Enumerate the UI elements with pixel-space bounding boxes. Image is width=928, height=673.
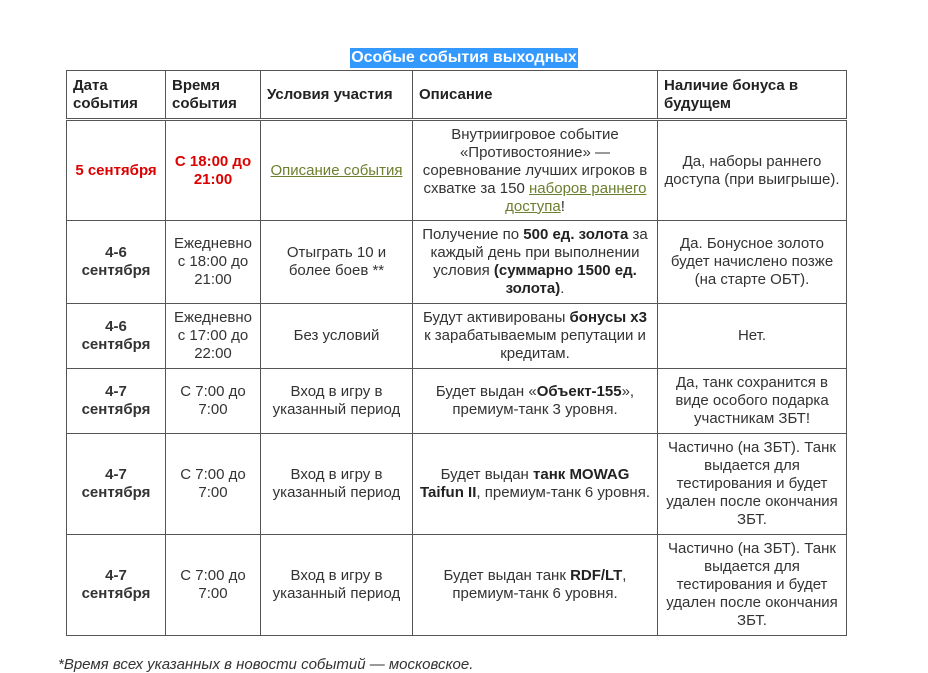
header-bonus: Наличие бонуса в будущем	[658, 71, 847, 120]
event-conditions: Вход в игру в указанный период	[261, 434, 413, 535]
event-date: 5 сентября	[67, 120, 166, 221]
description-text: , премиум-танк 6 уровня.	[452, 567, 627, 602]
event-bonus: Да. Бонусное золото будет начислено позже (на старте ОБТ).	[658, 221, 847, 304]
event-description	[413, 304, 658, 369]
description-text: Получение по	[422, 226, 524, 243]
description-bold: RDF/LT	[570, 567, 623, 584]
table-row	[67, 221, 847, 304]
event-conditions	[261, 120, 413, 221]
table-row	[67, 369, 847, 434]
event-bonus: Да, танк сохранится в виде особого подарка участникам ЗБТ!	[658, 369, 847, 434]
description-bold: Объект-155	[536, 383, 622, 400]
description-text: за каждый день при выполнении условия	[430, 226, 648, 279]
description-text: Внутриигровое событие «Противостояние» — соревнование лучших игроков в схватке за 150	[422, 125, 648, 197]
description-bold: бонусы x3	[569, 309, 647, 326]
event-date: 4-7 сентября	[67, 369, 166, 434]
event-date: 4-6 сентября	[67, 221, 166, 304]
header-conditions: Условия участия	[261, 71, 413, 120]
header-date: Дата события	[67, 71, 166, 120]
description-text: к зарабатываемым репутации и кредитам.	[424, 327, 646, 362]
event-bonus: Частично (на ЗБТ). Танк выдается для тестирования и будет удален после окончания ЗБТ.	[658, 434, 847, 535]
description-text: », премиум-танк 3 уровня.	[452, 383, 635, 418]
header-row	[67, 71, 847, 120]
event-description	[413, 535, 658, 636]
event-conditions: Без условий	[261, 304, 413, 369]
table-row	[67, 434, 847, 535]
event-conditions: Вход в игру в указанный период	[261, 535, 413, 636]
event-description	[413, 369, 658, 434]
event-description	[413, 434, 658, 535]
description-text: .	[560, 280, 565, 297]
event-time: С 7:00 до 7:00	[166, 535, 261, 636]
event-date: 4-7 сентября	[67, 535, 166, 636]
header-description: Описание	[413, 71, 658, 120]
event-description	[413, 120, 658, 221]
table-row	[67, 304, 847, 369]
event-time: С 7:00 до 7:00	[166, 434, 261, 535]
table-row	[67, 120, 847, 221]
title-wrapper	[0, 48, 928, 68]
footnote: *Время всех указанных в новости событий — московское.	[58, 656, 474, 673]
event-bonus: Да, наборы раннего доступа (при выигрыше).	[658, 120, 847, 221]
header-time: Время события	[166, 71, 261, 120]
description-text: Будет выдан	[440, 466, 534, 483]
description-text: Будет выдан «	[435, 383, 537, 400]
event-time: С 7:00 до 7:00	[166, 369, 261, 434]
description-text: Будет выдан танк	[443, 567, 571, 584]
event-time: Ежедневно с 18:00 до 21:00	[166, 221, 261, 304]
events-table	[66, 70, 847, 636]
event-date: 4-7 сентября	[67, 434, 166, 535]
description-bold: танк MOWAG Taifun II	[420, 466, 630, 501]
event-time: Ежедневно с 17:00 до 22:00	[166, 304, 261, 369]
description-text: , премиум-танк 6 уровня.	[476, 484, 650, 501]
event-time: С 18:00 до 21:00	[166, 120, 261, 221]
description-text: !	[560, 197, 565, 215]
description-bold: 500 ед. золота	[523, 226, 629, 243]
event-date: 4-6 сентября	[67, 304, 166, 369]
event-conditions: Вход в игру в указанный период	[261, 369, 413, 434]
event-description	[413, 221, 658, 304]
event-conditions: Отыграть 10 и более боев **	[261, 221, 413, 304]
description-bold: (суммарно 1500 ед. золота)	[493, 262, 637, 297]
event-bonus: Нет.	[658, 304, 847, 369]
event-bonus: Частично (на ЗБТ). Танк выдается для тестирования и будет удален после окончания ЗБТ.	[658, 535, 847, 636]
early-access-link[interactable]: наборов раннего доступа	[505, 179, 647, 215]
page-title: Особые события выходных	[351, 49, 577, 66]
event-description-link[interactable]: Описание события	[270, 161, 403, 179]
table-row	[67, 535, 847, 636]
description-text: Будут активированы	[422, 309, 570, 326]
